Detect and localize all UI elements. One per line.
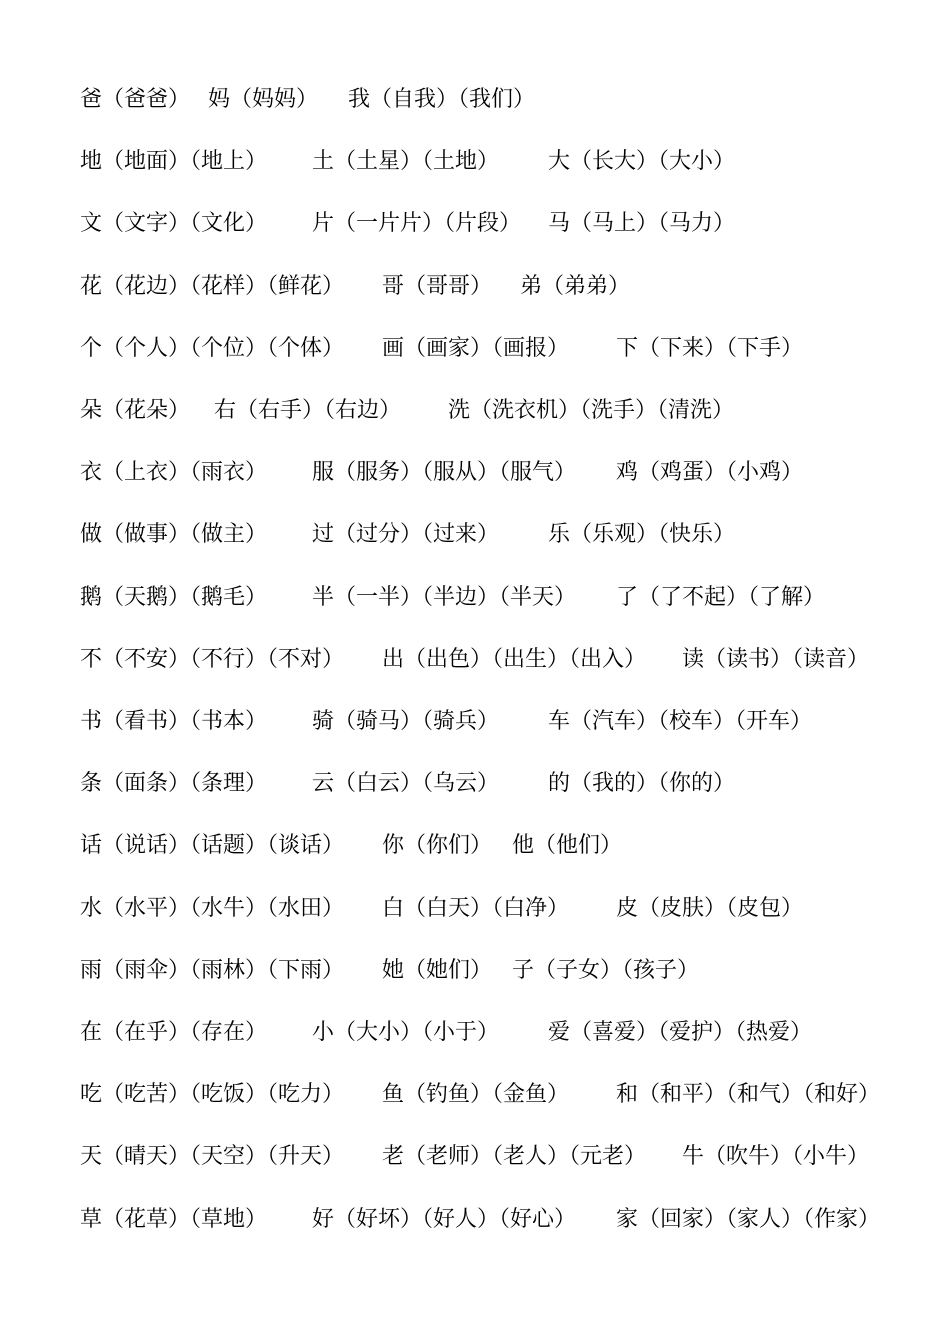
word-entry: 他（他们） <box>512 833 623 859</box>
word-entry: 鸡（鸡蛋）（小鸡） <box>616 460 804 486</box>
word-entry: 皮（皮肤）（皮包） <box>616 895 804 921</box>
word-entry: 在（在乎）（存在） <box>80 1020 268 1045</box>
word-entry: 土（土星）（土地） <box>312 149 500 175</box>
word-entry: 地（地面）（地上） <box>80 149 268 175</box>
word-entry: 天（晴天）（天空）（升天） <box>80 1144 345 1170</box>
word-entry: 大（长大）（大小） <box>548 149 736 175</box>
word-entry: 了（了不起）（了解） <box>616 584 826 610</box>
word-entry: 个（个人）（个位）（个体） <box>80 335 345 361</box>
word-entry: 你（你们） <box>382 833 493 859</box>
word-entry: 草（花草）（草地） <box>80 1206 268 1232</box>
word-entry: 雨（雨伞）（雨林）（下雨） <box>80 957 345 983</box>
word-entry: 牛（吹牛）（小牛） <box>682 1144 870 1170</box>
word-entry: 车（汽车）（校车）（开车） <box>548 709 813 734</box>
word-entry: 服（服务）（服从）（服气） <box>312 460 577 486</box>
word-entry: 爸（爸爸） <box>80 87 191 112</box>
word-entry: 过（过分）（过来） <box>312 522 500 548</box>
word-entry: 右（右手）（右边） <box>214 398 402 423</box>
word-entry: 不（不安）（不行）（不对） <box>80 646 345 672</box>
word-entry: 话（说话）（话题）（谈话） <box>80 833 345 859</box>
word-entry: 出（出色）（出生）（出入） <box>382 646 647 672</box>
word-entry: 云（白云）（乌云） <box>312 771 500 797</box>
word-entry: 老（老师）（老人）（元老） <box>382 1144 647 1170</box>
word-entry: 水（水平）（水牛）（水田） <box>80 895 345 921</box>
word-entry: 我（自我）（我们） <box>348 87 536 112</box>
word-entry: 鹅（天鹅）（鹅毛） <box>80 584 268 610</box>
word-entry: 马（马上）（马力） <box>548 211 736 237</box>
word-entry: 读（读书）（读音） <box>682 646 870 672</box>
word-entry: 朵（花朵） <box>80 398 191 423</box>
word-entry: 好（好坏）（好人）（好心） <box>312 1206 577 1232</box>
word-entry: 吃（吃苦）（吃饭）（吃力） <box>80 1082 345 1108</box>
word-entry: 下（下来）（下手） <box>616 335 804 361</box>
word-entry: 子（子女）（孩子） <box>512 957 700 983</box>
word-entry: 洗（洗衣机）（洗手）（清洗） <box>448 398 735 423</box>
word-entry: 条（面条）（条理） <box>80 771 268 797</box>
word-entry: 的（我的）（你的） <box>548 771 736 797</box>
word-entry: 做（做事）（做主） <box>80 522 268 548</box>
word-entry: 弟（弟弟） <box>520 273 631 299</box>
word-entry: 爱（喜爱）（爱护）（热爱） <box>548 1020 813 1045</box>
word-entry: 半（一半）（半边）（半天） <box>312 584 577 610</box>
word-entry: 画（画家）（画报） <box>382 335 570 361</box>
word-entry: 妈（妈妈） <box>208 87 319 112</box>
word-entry: 衣（上衣）（雨衣） <box>80 460 268 486</box>
word-entry: 书（看书）（书本） <box>80 709 268 734</box>
word-entry: 家（回家）（家人）（作家） <box>616 1206 881 1232</box>
word-entry: 小（大小）（小于） <box>312 1020 500 1045</box>
word-entry: 白（白天）（白净） <box>382 895 570 921</box>
word-entry: 花（花边）（花样）（鲜花） <box>80 273 345 299</box>
word-entry: 鱼（钓鱼）（金鱼） <box>382 1082 570 1108</box>
word-entry: 哥（哥哥） <box>382 273 493 299</box>
word-entry: 她（她们） <box>382 957 493 983</box>
word-entry: 骑（骑马）（骑兵） <box>312 709 500 734</box>
word-entry: 文（文字）（文化） <box>80 211 268 237</box>
word-entry: 乐（乐观）（快乐） <box>548 522 736 548</box>
word-entry: 和（和平）（和气）（和好） <box>616 1082 881 1108</box>
word-entry: 片（一片片）（片段） <box>312 211 522 237</box>
